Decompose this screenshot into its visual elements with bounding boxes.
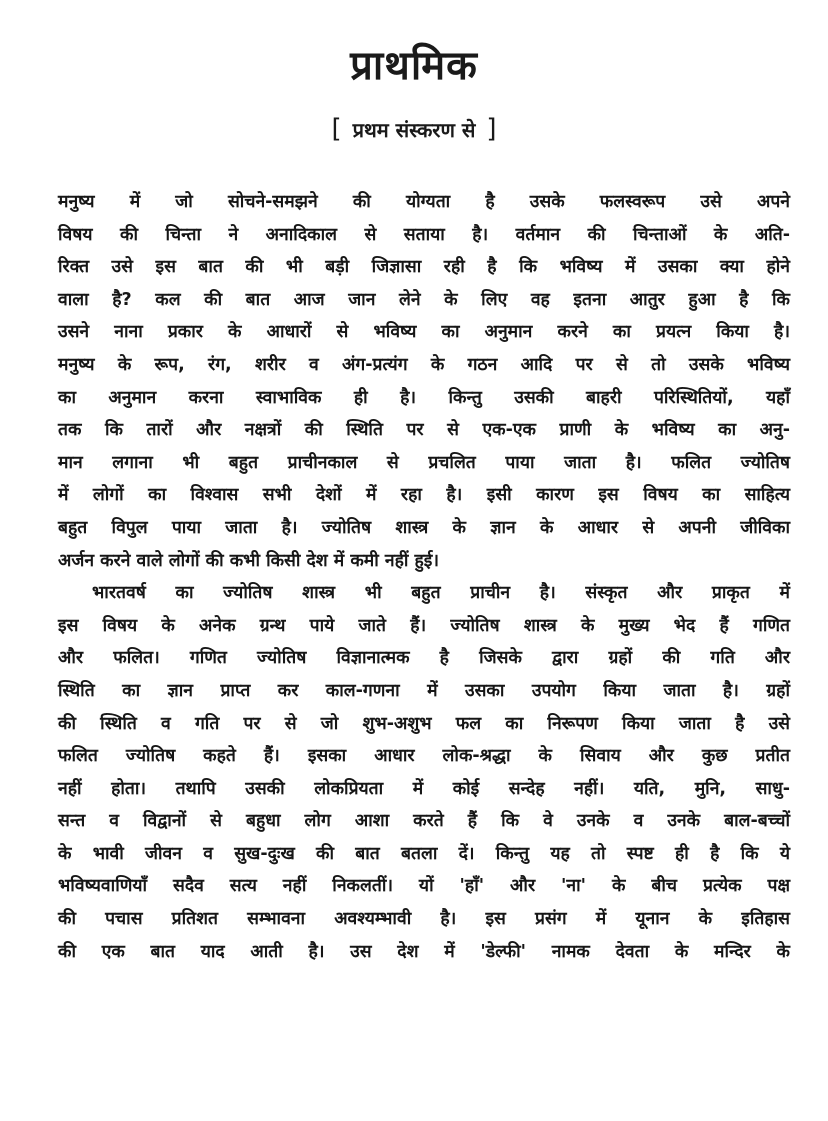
paragraph-2 <box>58 577 790 968</box>
text-line: के भावी जीवन व सुख-दुःख की बात बतला दें। किन्तु यह तो स्पष्ट ही है कि ये <box>58 843 790 864</box>
body-text <box>58 186 790 968</box>
text-line: बहुत विपुल पाया जाता है। ज्योतिष शास्त्र के ज्ञान के आधार से अपनी जीविका <box>58 517 790 538</box>
text-line: रिक्त उसे इस बात की भी बड़ी जिज्ञासा रही है कि भविष्य में उसका क्या होने <box>58 257 790 278</box>
text-line: मनुष्य में जो सोचने-समझने की योग्यता है उसके फलस्वरूप उसे अपने <box>58 192 790 212</box>
text-line: की एक बात याद आती है। उस देश में 'डेल्फी' नामक देवता के मन्दिर के <box>58 941 790 962</box>
text-line: तक कि तारों और नक्षत्रों की स्थिति पर से एक-एक प्राणी के भविष्य का अनु- <box>58 420 790 441</box>
text-line: में लोगों का विश्वास सभी देशों में रहा है। इसी कारण इस विषय का साहित्य <box>58 485 790 506</box>
text-line: इस विषय के अनेक ग्रन्थ पाये जाते हैं। ज्योतिष शास्त्र के मुख्य भेद हैं गणित <box>58 615 790 636</box>
page-title: प्राथमिक <box>350 43 478 89</box>
text-line: उसने नाना प्रकार के आधारों से भविष्य का अनुमान करने का प्रयत्न किया है। <box>58 322 790 343</box>
text-line: नहीं होता। तथापि उसकी लोकप्रियता में कोई सन्देह नहीं। यति, मुनि, साधु- <box>58 778 790 799</box>
page-subtitle <box>0 112 828 147</box>
text-line: का अनुमान करना स्वाभाविक ही है। किन्तु उसकी बाहरी परिस्थितियों, यहाँ <box>58 387 790 408</box>
paragraph-1 <box>58 186 790 577</box>
text-line: की पचास प्रतिशत सम्भावना अवश्यम्भावी है। इस प्रसंग में यूनान के इतिहास <box>58 909 790 930</box>
text-line: मान लगाना भी बहुत प्राचीनकाल से प्रचलित पाया जाता है। फलित ज्योतिष <box>58 452 790 473</box>
text-line: अर्जन करने वाले लोगों की कभी किसी देश में कमी नहीं हुई। <box>58 550 440 571</box>
text-line: सन्त व विद्वानों से बहुधा लोग आशा करते हैं कि वे उनके व उनके बाल-बच्चों <box>58 811 790 832</box>
text-line: मनुष्य के रूप, रंग, शरीर व अंग-प्रत्यंग के गठन आदि पर से तो उसके भविष्य <box>58 354 790 375</box>
text-line: विषय की चिन्ता ने अनादिकाल से सताया है। वर्तमान की चिन्ताओं के अति- <box>58 224 790 245</box>
open-bracket: [ <box>331 114 342 144</box>
text-line: भविष्यवाणियाँ सदैव सत्य नहीं निकलतीं। यों 'हाँ' और 'ना' के बीच प्रत्येक पक्ष <box>58 876 790 897</box>
text-line: फलित ज्योतिष कहते हैं। इसका आधार लोक-श्रद्धा के सिवाय और कुछ प्रतीत <box>58 746 790 767</box>
text-line: स्थिति का ज्ञान प्राप्त कर काल-गणना में उसका उपयोग किया जाता है। ग्रहों <box>58 680 790 701</box>
text-line: भारतवर्ष का ज्योतिष शास्त्र भी बहुत प्राचीन है। संस्कृत और प्राकृत में <box>92 583 790 604</box>
close-bracket: ] <box>486 114 497 144</box>
text-line: की स्थिति व गति पर से जो शुभ-अशुभ फल का निरूपण किया जाता है उसे <box>58 713 790 734</box>
text-line: वाला है? कल की बात आज जान लेने के लिए वह इतना आतुर हुआ है कि <box>58 289 790 310</box>
text-line: और फलित। गणित ज्योतिष विज्ञानात्मक है जिसके द्वारा ग्रहों की गति और <box>58 648 790 669</box>
subtitle-text: प्रथम संस्करण से <box>352 118 476 142</box>
